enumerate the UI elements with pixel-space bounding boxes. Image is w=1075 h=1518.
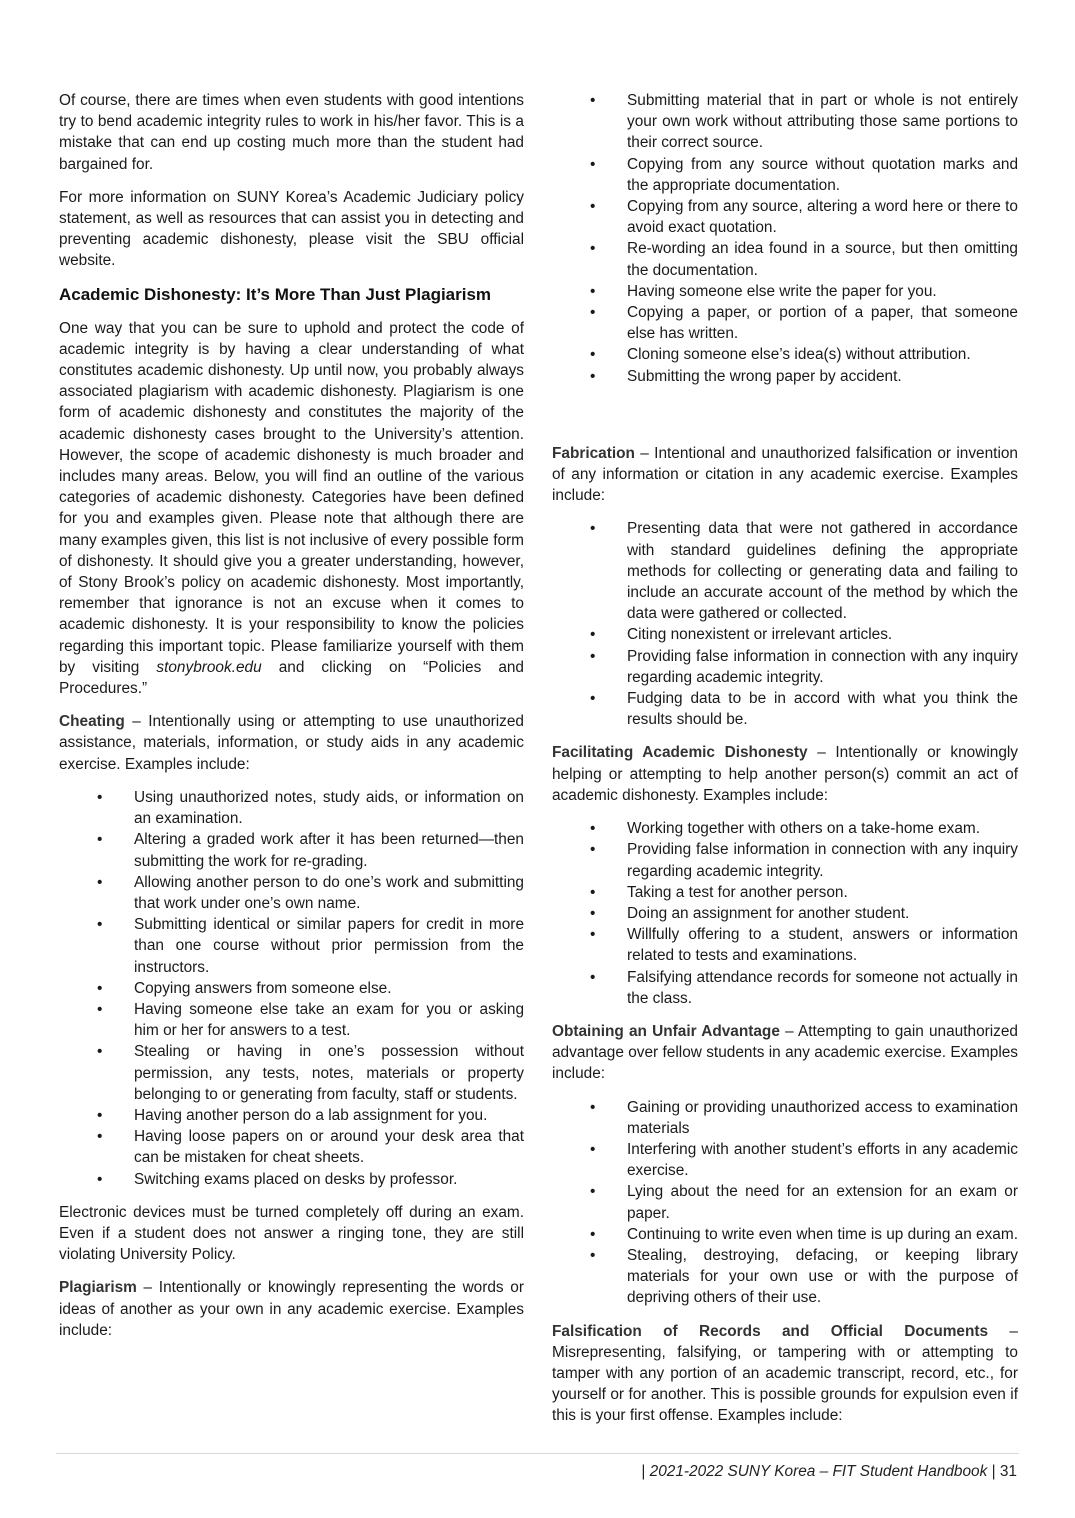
list-item-text: Working together with others on a take-home exam. [627,820,981,838]
list-item-text: Switching exams placed on desks by professor. [134,1170,458,1188]
falsification-definition [552,1321,1018,1427]
list-item-text: Copying from any source without quotation marks and the appropriate documentation. [627,155,1018,194]
facilitating-text: – Intentionally or knowingly helping or attempting to help another person(s) commit an act of academic dishonesty. Examples include: [552,744,1019,804]
bullet-icon: • [590,926,596,944]
cheating-definition [59,711,524,775]
list-item [552,238,1018,280]
bullet-icon: • [590,883,596,901]
list-item [552,967,1018,1009]
list-item [552,646,1018,688]
bullet-icon: • [590,155,596,173]
fabrication-term: Fabrication [552,444,635,462]
list-item [552,281,1018,302]
list-item-text: Gaining or providing unauthorized access to examination materials [627,1098,1018,1137]
bullet-icon: • [97,831,103,849]
page-footer [641,1461,1017,1482]
bullet-icon: • [97,788,103,806]
bullet-icon: • [590,240,596,258]
list-item [59,978,524,999]
list-item-text: Having someone else take an exam for you or asking him or her for answers to a test. [134,1000,524,1040]
list-item-text: Having another person do a lab assignment for you. [134,1106,488,1124]
bullet-icon: • [590,1183,596,1201]
list-item-text: Continuing to write even when time is up during an exam. [627,1225,1018,1243]
bullet-icon: • [97,873,103,891]
list-item-text: Allowing another person to do one’s work and submitting that work under one’s own name. [134,873,524,912]
footer-separator-2: | [987,1463,1000,1480]
list-item [552,302,1018,344]
bullet-icon: • [97,1000,103,1018]
footer-divider [56,1453,1019,1454]
list-item [59,1105,524,1126]
list-item-text: Copying from any source, altering a word here or there to avoid exact quotation. [627,198,1018,237]
bullet-icon: • [590,968,596,986]
list-item-text: Taking a test for another person. [627,883,848,901]
fabrication-text: – Intentional and unauthorized falsification or invention of any information or citation in any academic exercise. Examples include: [552,444,1018,505]
list-item [59,787,524,829]
cheating-text: – Intentionally using or attempting to use unauthorized assistance, materials, information, or study aids in any academic exercise. Examples include: [59,713,524,773]
section-heading: Academic Dishonesty: It’s More Than Just Plagiarism [59,284,492,304]
list-item [59,1041,524,1105]
bullet-icon: • [590,520,596,538]
list-item-text: Providing false information in connection with any inquiry regarding academic integrity. [627,841,1018,880]
list-item-text: Cloning someone else’s idea(s) without attribution. [627,346,971,364]
list-item [552,1181,1018,1223]
fabrication-list [552,518,1018,730]
plagiarism-list [552,90,1018,387]
bullet-icon: • [590,1225,596,1243]
judiciary-paragraph: For more information on SUNY Korea’s Academic Judiciary policy statement, as well as resources that can assist you in detecting and preventing academic dishonesty, please visit the SBU official website. [59,188,524,270]
list-item [552,818,1018,839]
bullet-icon: • [590,1098,596,1116]
page-number: 31 [999,1463,1017,1480]
cheating-list [59,787,524,1190]
bullet-icon: • [97,1043,103,1061]
list-item [552,366,1018,387]
list-item [552,1139,1018,1181]
bullet-icon: • [590,304,596,322]
list-item-text: Submitting the wrong paper by accident. [627,367,902,385]
bullet-icon: • [590,841,596,859]
cheating-term: Cheating [59,713,125,731]
list-item-text: Copying a paper, or portion of a paper, that someone else has written. [627,304,1018,343]
list-item-text: Altering a graded work after it has been returned—then submitting the work for re-grading. [134,831,524,870]
list-item [552,154,1018,196]
list-item [59,1126,524,1168]
list-item-text: Stealing, destroying, defacing, or keeping library materials for your own use or with the purpose of depriving others of their use. [627,1246,1018,1307]
list-item [59,999,524,1041]
list-item [552,518,1018,624]
list-item [59,1169,524,1190]
bullet-icon: • [97,1128,103,1146]
list-item [552,344,1018,365]
plagiarism-term: Plagiarism [59,1279,137,1297]
list-item [552,1224,1018,1245]
bullet-icon: • [590,282,596,300]
bullet-icon: • [97,916,103,934]
bullet-icon: • [590,626,596,644]
bullet-icon: • [590,690,596,708]
unfair-advantage-text: – Attempting to gain unauthorized advantage over fellow students in any academic exercise. Examples include: [552,1022,1018,1083]
bullet-icon: • [97,1106,103,1124]
list-item [552,196,1018,238]
list-item [552,90,1018,154]
list-item [59,914,524,978]
list-item [552,1245,1018,1309]
bullet-icon: • [97,979,103,997]
right-column [552,90,1018,1439]
plagiarism-text: – Intentionally or knowingly representing the words or ideas of another as your own in any academic exercise. Examples include: [59,1279,524,1339]
unfair-advantage-definition [552,1021,1018,1085]
list-item-text: Citing nonexistent or irrelevant articles. [627,626,893,644]
bullet-icon: • [590,198,596,216]
stonybrook-link-text: stonybrook.edu [156,658,262,676]
plagiarism-definition [59,1277,524,1341]
list-item [552,924,1018,966]
list-item [552,1097,1018,1139]
intro-paragraph: Of course, there are times when even students with good intentions try to bend academic integrity rules to work in his/her favor. This is a mistake that can end up costing much more than the student had bargained for. [59,92,524,173]
list-item-text: Stealing or having in one’s possession without permission, any tests, notes, materials or property belonging to or generating from faculty, staff or students. [134,1043,524,1103]
list-item [59,872,524,914]
list-item-text: Doing an assignment for another student. [627,904,910,922]
overview-text-b: and clicking on “Policies and Procedures.” [59,658,524,698]
bullet-icon: • [590,92,596,109]
facilitating-list [552,818,1018,1009]
list-item-text: Having someone else write the paper for you. [627,282,937,300]
list-item-text: Copying answers from someone else. [134,979,392,997]
list-item-text: Fudging data to be in accord with what you think the results should be. [627,690,1018,729]
bullet-icon: • [97,1170,103,1188]
list-item-text: Submitting identical or similar papers for credit in more than one course without prior permission from the instructors. [134,916,524,976]
spacer [552,399,1018,443]
list-item-text: Providing false information in connection with any inquiry regarding academic integrity. [627,647,1018,686]
left-column [59,90,524,1353]
facilitating-definition [552,742,1018,806]
facilitating-term: Facilitating Academic Dishonesty [552,744,808,762]
bullet-icon: • [590,346,596,364]
list-item-text: Having loose papers on or around your desk area that can be mistaken for cheat sheets. [134,1128,524,1167]
bullet-icon: • [590,904,596,922]
list-item-text: Re-wording an idea found in a source, but then omitting the documentation. [627,240,1018,279]
list-item [552,903,1018,924]
list-item [552,839,1018,881]
list-item-text: Willfully offering to a student, answers or information related to tests and examinations. [627,926,1018,965]
footer-title: 2021-2022 SUNY Korea – FIT Student Handbook [649,1463,988,1480]
falsification-text: – Misrepresenting, falsifying, or tampering with or attempting to tamper with any portion of an academic transcript, record, etc., for yourself or for another. This is possible grounds for expulsion even if this is your first offense. Examples include: [552,1322,1018,1425]
list-item-text: Falsifying attendance records for someone not actually in the class. [627,968,1018,1007]
unfair-advantage-list [552,1097,1018,1309]
bullet-icon: • [590,647,596,665]
electronic-devices-paragraph: Electronic devices must be turned completely off during an exam. Even if a student does not answer a ringing tone, they are still violating University Policy. [59,1203,524,1264]
list-item-text: Interfering with another student’s efforts in any academic exercise. [627,1140,1018,1180]
unfair-advantage-term: Obtaining an Unfair Advantage [552,1022,780,1040]
list-item [59,829,524,871]
fabrication-definition [552,443,1018,507]
list-item-text: Lying about the need for an extension for an exam or paper. [627,1183,1018,1222]
list-item [552,624,1018,645]
bullet-icon: • [590,820,596,838]
list-item-text: Presenting data that were not gathered in accordance with standard guidelines defining the appropriate methods for collecting or generating data and failing to include an accurate account of the method by which the data were gathered or collected. [627,520,1018,623]
list-item-text: Submitting material that in part or whole is not entirely your own work without attributing those same portions to their correct source. [627,92,1018,152]
list-item [552,688,1018,730]
bullet-icon: • [590,367,596,385]
overview-text-a: One way that you can be sure to uphold and protect the code of academic integrity is by having a clear understanding of what constitutes academic dishonesty. Up until now, you probably always associated plagiarism with academic dishonesty. Plagiarism is one form of academic dishonesty and constitutes the majority of the academic dishonesty cases brought to the University’s attention. However, the scope of academic dishonesty is much broader and includes many areas. Below, you will find an outline of the various categories of academic dishonesty. Categories have been defined for you and examples given. Please note that although there are many examples given, this list is not inclusive of every possible form of dishonesty. It should give you a greater understanding, however, of Stony Brook’s policy on academic dishonesty. Most importantly, remember that ignorance is not an excuse when it comes to academic dishonesty. It is your responsibility to know the policies regarding this important topic. Please familiarize yourself with them by visiting [59,319,524,676]
footer-separator: | [641,1463,650,1480]
list-item [552,882,1018,903]
overview-paragraph [59,318,524,700]
bullet-icon: • [590,1140,596,1158]
list-item-text: Using unauthorized notes, study aids, or information on an examination. [134,788,524,828]
bullet-icon: • [590,1246,596,1264]
falsification-term: Falsification of Records and Official Documents [552,1322,989,1340]
